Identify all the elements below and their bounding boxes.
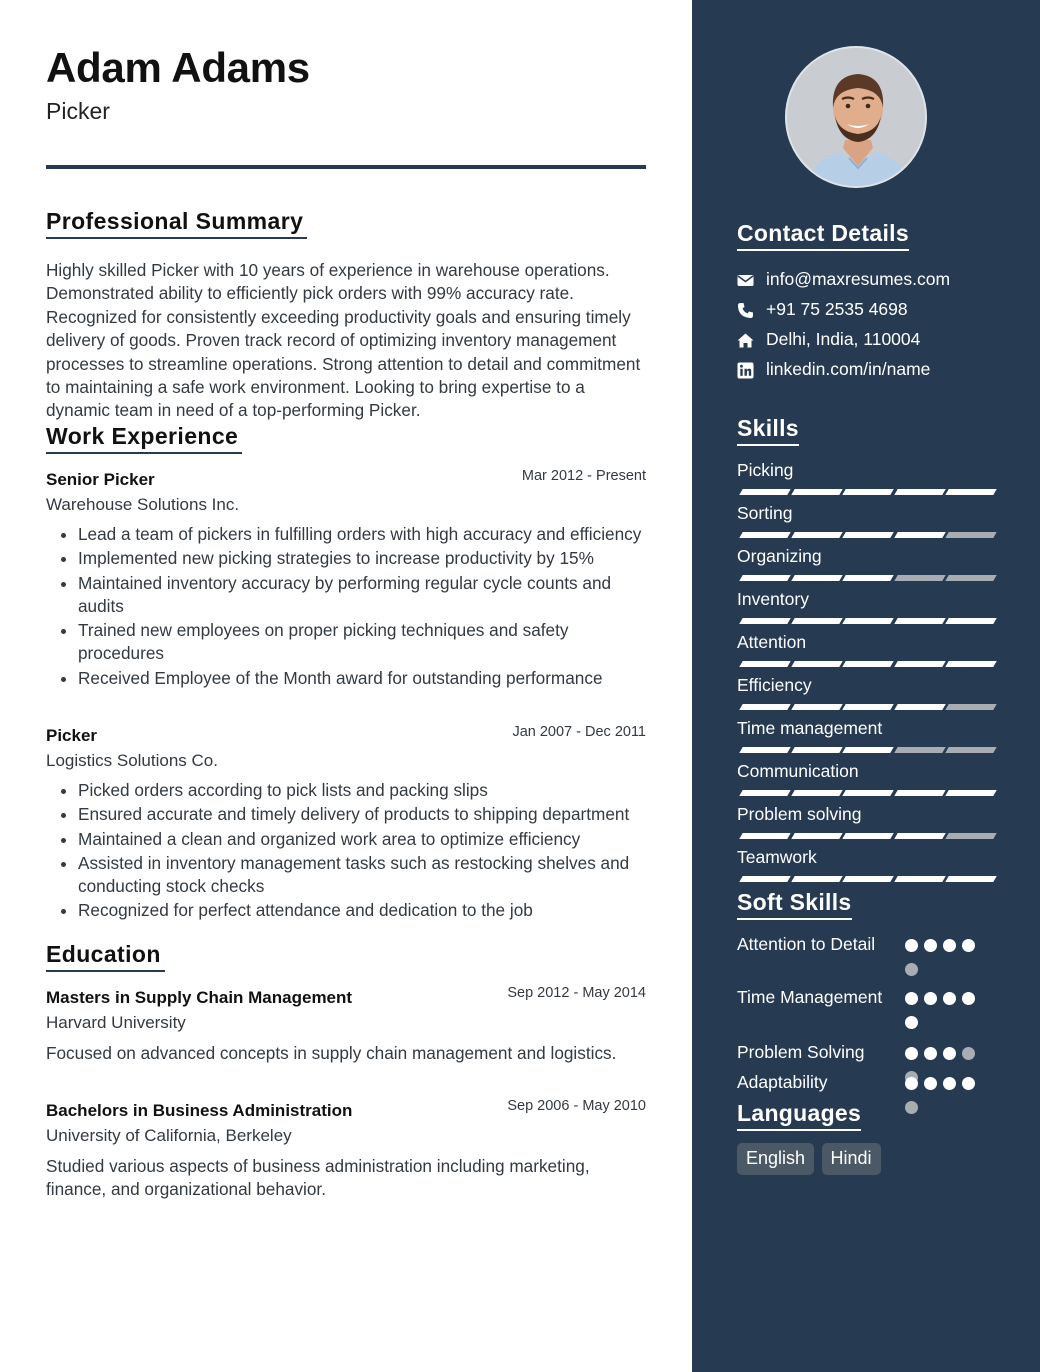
skill-segment-filled xyxy=(739,747,790,753)
soft-skill-item xyxy=(737,1071,1017,1095)
skill-segment-filled xyxy=(791,790,842,796)
job-dates: Jan 2007 - Dec 2011 xyxy=(512,724,646,740)
skill-segment-filled xyxy=(945,876,996,882)
soft-skill-name: Adaptability xyxy=(737,1072,828,1092)
contact-phone[interactable] xyxy=(737,299,1027,323)
degree-title: Masters in Supply Chain Management xyxy=(46,988,353,1007)
contact-address-text: Delhi, India, 110004 xyxy=(766,329,921,349)
experience-heading: Work Experience xyxy=(46,423,242,454)
skill-item xyxy=(737,718,997,742)
skill-segment-filled xyxy=(739,618,790,624)
job-bullet: • Lead a team of pickers in fulfilling orders with high accuracy and efficiency xyxy=(78,523,646,546)
school-name: Harvard University xyxy=(46,1013,186,1032)
skill-segment-empty xyxy=(945,747,996,753)
skill-segment-filled xyxy=(739,833,790,839)
skill-segment-filled xyxy=(842,747,893,753)
job-bullet: • Picked orders according to pick lists and packing slips xyxy=(78,779,646,802)
skill-segment-filled xyxy=(791,704,842,710)
languages-heading: Languages xyxy=(737,1100,861,1131)
skill-segment-filled xyxy=(739,704,790,710)
skill-segment-filled xyxy=(894,876,945,882)
skill-segment-empty xyxy=(894,575,945,581)
skill-name: Inventory xyxy=(737,589,809,609)
skill-segment-filled xyxy=(739,876,790,882)
contact-phone-text: +91 75 2535 4698 xyxy=(766,299,908,319)
contact-address xyxy=(737,329,1027,353)
skill-segment-filled xyxy=(842,532,893,538)
job-company: Warehouse Solutions Inc. xyxy=(46,495,240,514)
skills-heading: Skills xyxy=(737,415,799,446)
skill-item xyxy=(737,804,997,828)
candidate-title: Picker xyxy=(46,98,110,124)
skill-segment-filled xyxy=(945,790,996,796)
rating-dot-filled xyxy=(924,1077,937,1090)
job-bullet: • Assisted in inventory management tasks such as restocking shelves and conducting stock checks xyxy=(78,852,646,899)
summary-heading: Professional Summary xyxy=(46,208,307,239)
skill-item xyxy=(737,632,997,656)
job-bullet: • Recognized for perfect attendance and dedication to the job xyxy=(78,899,646,922)
skill-segment-filled xyxy=(791,489,842,495)
skill-segment-filled xyxy=(739,532,790,538)
rating-dot-filled xyxy=(943,1077,956,1090)
skill-rating-bar xyxy=(737,661,993,667)
job-bullet: • Implemented new picking strategies to increase productivity by 15% xyxy=(78,547,646,570)
skill-segment-filled xyxy=(894,790,945,796)
skill-segment-empty xyxy=(894,747,945,753)
skill-segment-filled xyxy=(894,618,945,624)
skill-name: Time management xyxy=(737,718,883,738)
skill-segment-filled xyxy=(842,790,893,796)
rating-dot-filled xyxy=(905,1016,918,1029)
skill-rating-bar xyxy=(737,489,993,495)
skill-rating-bar xyxy=(737,876,993,882)
skill-rating-bar xyxy=(737,618,993,624)
rating-dot-empty xyxy=(905,963,918,976)
rating-dot-filled xyxy=(962,992,975,1005)
soft-skills-heading: Soft Skills xyxy=(737,889,852,920)
skill-item xyxy=(737,675,997,699)
education-entry xyxy=(46,1098,646,1202)
job-entry xyxy=(46,470,646,691)
skill-item xyxy=(737,589,997,613)
school-name: University of California, Berkeley xyxy=(46,1126,292,1145)
job-bullet: • Received Employee of the Month award for outstanding performance xyxy=(78,667,646,690)
skill-segment-empty xyxy=(945,704,996,710)
soft-skill-item xyxy=(737,1041,1017,1065)
education-dates: Sep 2006 - May 2010 xyxy=(507,1098,646,1114)
skill-segment-filled xyxy=(791,661,842,667)
skill-segment-filled xyxy=(842,833,893,839)
skill-segment-filled xyxy=(791,833,842,839)
profile-photo xyxy=(785,46,927,188)
rating-dot-filled xyxy=(943,1047,956,1060)
rating-dot-filled xyxy=(962,1077,975,1090)
education-heading: Education xyxy=(46,941,165,972)
contact-heading: Contact Details xyxy=(737,220,909,251)
rating-dot-filled xyxy=(905,1047,918,1060)
skill-item xyxy=(737,546,997,570)
skill-segment-filled xyxy=(894,704,945,710)
skill-segment-filled xyxy=(945,618,996,624)
skill-segment-filled xyxy=(945,661,996,667)
skill-segment-empty xyxy=(945,532,996,538)
contact-linkedin[interactable] xyxy=(737,359,1027,383)
skill-segment-filled xyxy=(791,575,842,581)
rating-dot-filled xyxy=(924,939,937,952)
degree-title: Bachelors in Business Administration xyxy=(46,1101,353,1120)
contact-linkedin-text: linkedin.com/in/name xyxy=(766,359,931,379)
skill-rating-bar xyxy=(737,747,993,753)
skill-name: Efficiency xyxy=(737,675,812,695)
skill-segment-filled xyxy=(842,876,893,882)
job-entry xyxy=(46,726,646,924)
rating-dot-empty xyxy=(905,1101,918,1114)
languages-list xyxy=(737,1143,884,1175)
education-dates: Sep 2012 - May 2014 xyxy=(507,985,646,1001)
job-dates: Mar 2012 - Present xyxy=(521,468,646,484)
skill-segment-filled xyxy=(739,575,790,581)
skill-segment-empty xyxy=(945,575,996,581)
job-bullets xyxy=(46,523,646,690)
rating-dot-filled xyxy=(962,939,975,952)
education-entry xyxy=(46,985,646,1065)
soft-skill-item xyxy=(737,933,1017,957)
skill-segment-filled xyxy=(894,833,945,839)
skill-name: Organizing xyxy=(737,546,822,566)
rating-dot-filled xyxy=(924,992,937,1005)
skill-segment-filled xyxy=(894,661,945,667)
education-description: Studied various aspects of business administration including marketing, finance, and organizational behavior. xyxy=(46,1156,590,1200)
skill-segment-filled xyxy=(739,489,790,495)
skill-rating-bar xyxy=(737,532,993,538)
job-title: Picker xyxy=(46,726,98,745)
rating-dot-empty xyxy=(962,1047,975,1060)
skill-segment-filled xyxy=(894,489,945,495)
job-bullet: • Maintained a clean and organized work area to optimize efficiency xyxy=(78,828,646,851)
skill-name: Sorting xyxy=(737,503,793,523)
skill-segment-filled xyxy=(791,876,842,882)
skill-segment-filled xyxy=(739,790,790,796)
skill-rating-bar xyxy=(737,833,993,839)
job-bullet: • Trained new employees on proper picking techniques and safety procedures xyxy=(78,619,646,666)
skill-name: Problem solving xyxy=(737,804,862,824)
skill-segment-filled xyxy=(842,704,893,710)
education-description: Focused on advanced concepts in supply chain management and logistics. xyxy=(46,1043,617,1063)
home-icon xyxy=(737,332,754,349)
skill-name: Communication xyxy=(737,761,859,781)
soft-skill-name: Time Management xyxy=(737,987,883,1007)
language-tag: English xyxy=(737,1143,814,1175)
job-company: Logistics Solutions Co. xyxy=(46,751,218,770)
skill-item xyxy=(737,460,997,484)
header-divider xyxy=(46,165,646,169)
job-title: Senior Picker xyxy=(46,470,155,489)
skill-name: Attention xyxy=(737,632,807,652)
skill-segment-filled xyxy=(791,532,842,538)
skill-segment-filled xyxy=(842,489,893,495)
phone-icon xyxy=(737,302,754,319)
envelope-icon xyxy=(737,272,754,289)
soft-skill-name: Attention to Detail xyxy=(737,934,876,954)
contact-email-text: info@maxresumes.com xyxy=(766,269,951,289)
rating-dot-filled xyxy=(905,939,918,952)
skill-segment-empty xyxy=(945,833,996,839)
skill-rating-bar xyxy=(737,704,993,710)
job-bullets xyxy=(46,779,646,923)
rating-dot-filled xyxy=(905,992,918,1005)
soft-skill-name: Problem Solving xyxy=(737,1042,865,1062)
rating-dot-filled xyxy=(905,1077,918,1090)
skill-segment-filled xyxy=(842,661,893,667)
contact-email[interactable] xyxy=(737,269,1027,293)
rating-dot-filled xyxy=(943,939,956,952)
job-bullet: • Ensured accurate and timely delivery of products to shipping department xyxy=(78,803,646,826)
skill-segment-filled xyxy=(791,747,842,753)
language-tag: Hindi xyxy=(822,1143,881,1175)
soft-skill-item xyxy=(737,986,1017,1010)
skill-item xyxy=(737,503,997,527)
linkedin-icon xyxy=(737,362,754,379)
skill-segment-filled xyxy=(739,661,790,667)
job-bullet: • Maintained inventory accuracy by performing regular cycle counts and audits xyxy=(78,572,646,619)
candidate-name: Adam Adams xyxy=(46,44,310,91)
skill-name: Teamwork xyxy=(737,847,817,867)
rating-dot-filled xyxy=(924,1047,937,1060)
skill-segment-filled xyxy=(842,618,893,624)
skill-segment-filled xyxy=(791,618,842,624)
summary-text: Highly skilled Picker with 10 years of experience in warehouse operations. Demonstrated ability to efficiently pick orders with 99% accuracy rate. Recognized for consistently exceeding productivity goals and ensuring timely delivery of goods. Proven track record of optimizing inventory management processes to streamline operations. Strong attention to detail and commitment to maintaining a safe work environment. Looking to bring expertise to a dynamic team in need of a top-performing Picker. xyxy=(46,260,641,421)
skill-segment-filled xyxy=(945,489,996,495)
skill-segment-filled xyxy=(842,575,893,581)
skill-name: Picking xyxy=(737,460,794,480)
sidebar xyxy=(692,0,1040,1372)
skill-rating-bar xyxy=(737,575,993,581)
skill-rating-bar xyxy=(737,790,993,796)
rating-dot-filled xyxy=(943,992,956,1005)
skill-item xyxy=(737,847,997,871)
skill-segment-filled xyxy=(894,532,945,538)
skill-item xyxy=(737,761,997,785)
